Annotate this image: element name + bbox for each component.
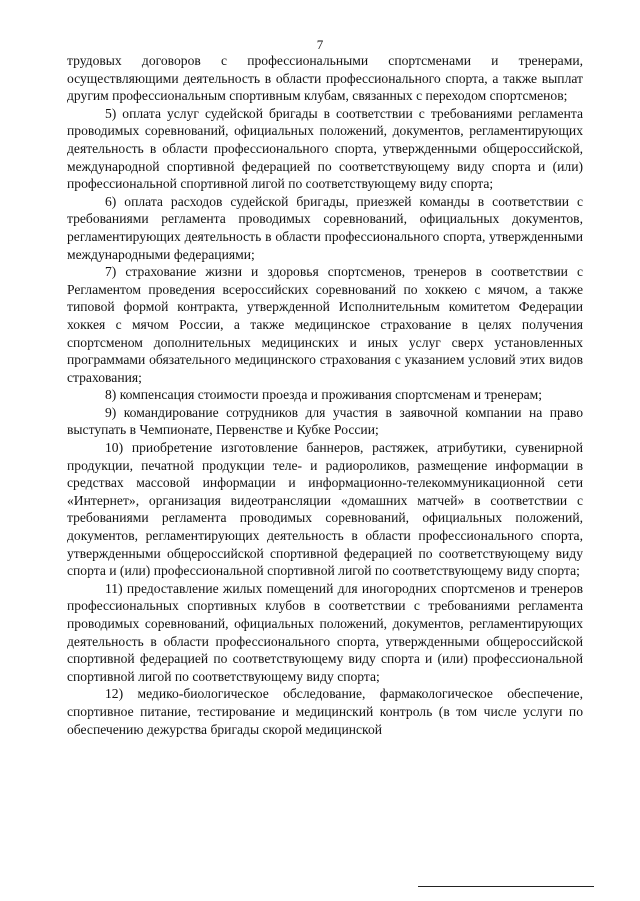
paragraph-continuation: трудовых договоров с профессиональными спортсменами и тренерами, осуществляющими деятельность в области профессионального спорта, а также выплат другим профессиональным спортивным клубам, связанных с переходом спортсменов; <box>67 53 583 104</box>
paragraph-item-6: 6) оплата расходов судейской бригады, приезжей команды в соответствии с требованиями регламента проводимых соревнований, официальных документов, регламентирующих деятельность в области профессионального спорта, утвержденными международными федерациями; <box>67 193 583 262</box>
footer-rule <box>418 886 594 887</box>
paragraph-item-10: 10) приобретение изготовление баннеров, растяжек, атрибутики, сувенирной продукции, печатной продукции теле- и радиороликов, размещение информации в средствах массовой информации и информационно-телекоммуникационной сети «Интернет», организация видеотрансляции «домашних матчей» в соответствии с требованиями регламента проводимых соревнований, официальных положений, документов, регламентирующих деятельность в области профессионального спорта, утвержденными общероссийской спортивной федерацией по соответствующему виду спорта и (или) профессиональной спортивной лигой по соответствующему виду спорта; <box>67 440 583 579</box>
paragraph-item-12: 12) медико-биологическое обследование, фармакологическое обеспечение, спортивное питание, тестирование и медицинский контроль (в том числе услуги по обеспечению дежурства бригады скорой медицинской <box>67 686 583 737</box>
paragraph-item-11: 11) предоставление жилых помещений для иногородних спортсменов и тренеров профессиональных спортивных клубов в соответствии с требованиями регламента проводимых соревнований, официальных положений, документов, регламентирующих деятельность в области профессионального спорта, утвержденными общероссийской спортивной федерацией по соответствующему виду спорта и (или) профессиональной спортивной лигой по соответствующему виду спорта; <box>67 580 583 684</box>
paragraph-item-8: 8) компенсация стоимости проезда и проживания спортсменам и тренерам; <box>105 387 543 403</box>
paragraph-item-7: 7) страхование жизни и здоровья спортсменов, тренеров в соответствии с Регламентом проведения всероссийских соревнований по хоккею с мячом, а также типовой формой контракта, утвержденной Исполнительным комитетом Федерации хоккея с мячом России, а также медицинское страхование в целях получения спортсменом дополнительных медицинских и иных услуг сверх установленных программами обязательного медицинского страхования с указанием условий этих видов страхования; <box>67 264 583 385</box>
page-number: 7 <box>316 37 324 52</box>
paragraph-item-5: 5) оплата услуг судейской бригады в соответствии с требованиями регламента проводимых соревнований, официальных положений, документов, регламентирующих деятельность в области профессионального спорта, утвержденными общероссийской, международной спортивной федерацией по соответствующему виду спорта и (или) профессиональной спортивной лигой по соответствующему виду спорта; <box>67 105 583 192</box>
document-body <box>67 52 583 738</box>
paragraph-item-9: 9) командирование сотрудников для участия в заявочной компании на право выступать в Чемпионате, Первенстве и Кубке России; <box>67 404 583 438</box>
